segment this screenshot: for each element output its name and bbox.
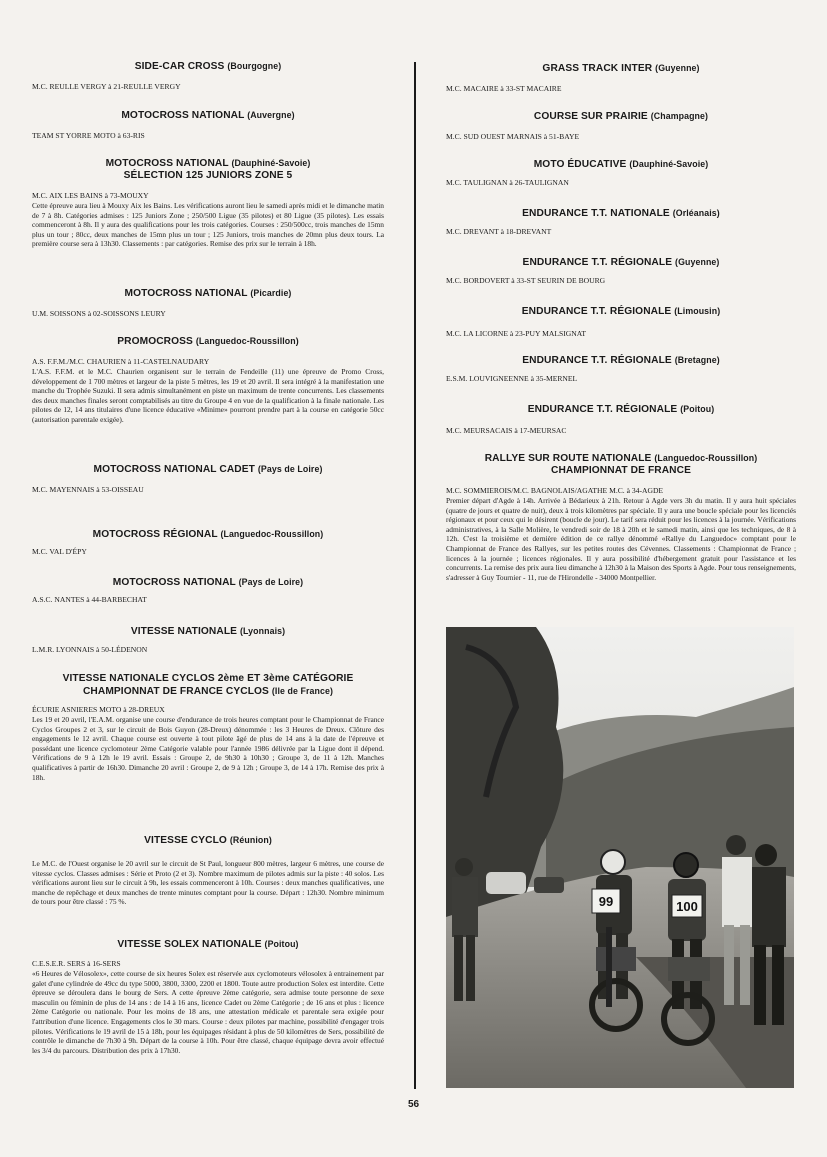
entry-title: ENDURANCE T.T. RÉGIONALE [527, 404, 678, 415]
entry-heading [446, 354, 796, 367]
entry-title: SIDE-CAR CROSS [134, 61, 225, 72]
bib-number: 100 [676, 899, 698, 914]
entry-title: VITESSE CYCLO [144, 835, 227, 846]
entry-motocross-picardie [32, 287, 384, 319]
entry-region: (Picardie) [250, 288, 292, 298]
entry-title: PROMOCROSS [117, 336, 193, 347]
entry-region: (Pays de Loire) [238, 577, 304, 587]
entry-region: (Languedoc-Roussillon) [195, 336, 299, 346]
entry-heading [32, 576, 384, 589]
entry-endurance-poitou [446, 403, 796, 436]
entry-region: (Ile de France) [271, 686, 334, 696]
entry-motocross-regional [32, 528, 384, 557]
entry-club: M.C. AIX LES BAINS à 73-MOUXY [32, 191, 149, 200]
entry-heading [446, 62, 796, 75]
entry-text: L'A.S. F.F.M. et le M.C. Chaurien organisent sur le terrain de Fendeille (11) une épreuve de Promo Cross, développement de 1 700 mètres et largeur de la piste 5 mètres, les 19 et 20 avril. Il sera intégré à la manifestation une manche du Trophée Suzuki. Il sera admis simultanément en piste un maximum de trente concurrents. Les classements des deux manches finales seront comptabilisés au titre du Groupe 4 en vue de la qualification à la finale nationale. Les pilotes de 12, 14 ans titulaires d'une licence éducative «Minime» pourront prendre part à la course en catégorie 50cc (autorisation parentale exigée). [32, 367, 384, 424]
entry-club: M.C. SUD OUEST MARNAIS à 51-BAYE [446, 132, 580, 141]
bib-number: 99 [598, 894, 614, 909]
entry-endurance-guyenne [446, 256, 796, 286]
entry-heading [446, 110, 796, 123]
entry-vitesse-cyclos [32, 673, 384, 782]
entry-endurance-orleanais [446, 207, 796, 237]
entry-vitesse-cyclo-reunion [32, 834, 384, 907]
entry-region: (Poitou) [264, 939, 299, 949]
entry-region: (Languedoc-Roussillon) [220, 529, 324, 539]
entry-heading [446, 452, 796, 465]
entry-title: ENDURANCE T.T. RÉGIONALE [522, 355, 672, 366]
entry-club: A.S.C. NANTES à 44-BARBECHAT [32, 595, 147, 604]
entry-heading [32, 834, 384, 847]
parked-car [486, 872, 526, 894]
photo-illustration [446, 627, 794, 1088]
entry-title: ENDURANCE T.T. NATIONALE [522, 208, 670, 219]
entry-club: M.C. MEURSACAIS à 17-MEURSAC [446, 426, 567, 435]
entry-club: M.C. VAL D'ÉPY [32, 547, 87, 556]
entry-promocross [32, 335, 384, 425]
parked-car [534, 877, 564, 893]
entry-title: COURSE SUR PRAIRIE [533, 111, 648, 122]
entry-motocross-pays-de-loire [32, 576, 384, 605]
entry-region: (Champagne) [650, 111, 709, 121]
entry-title: RALLYE SUR ROUTE NATIONALE [484, 453, 652, 464]
entry-motocross-dauphine [32, 157, 384, 249]
entry-text: Premier départ d'Agde à 14h. Arrivée à Bédarieux à 21h. Retour à Agde vers 3h du matin. Il y aura huit spéciales (quatre de jours et quatre de nuit), deux à trois kilomètres par spéciale. Il y aura une boucle spéciale pour les licenciés régionaux et pour ceux qui le désirent (boucle de jour). Le tarif sera réduit pour les licences à la journée. Vérifications administratives, à la Salle Molière, le vendredi soir de 18 à 20h et le samedi matin, ainsi que les techniques, de 8 à 12h. C'est la troisième et dernière édition de ce rallye dénommé «Rallye du Languedoc» comptant pour le Championnat de France des Rallyes, sur les petites routes des Cévennes. Classements : Championnat de France ; licences à la journée ; licences régionales. Il y aura possibilité d'hébergement gratuit pour l'assistance et les concurrents. La remise des prix aura lieu dimanche à 12h30 à la Maison des Sports à Agde. Pour tous renseignements, s'adresser à Guy Tournier - 11, rue de l'Hirondelle - 34000 Montpellier. [446, 496, 796, 582]
entry-heading [446, 256, 796, 269]
entry-endurance-bretagne [446, 354, 796, 384]
entry-heading [32, 528, 384, 541]
entry-title: ENDURANCE T.T. RÉGIONALE [521, 306, 672, 317]
entry-moto-educative [446, 158, 796, 188]
entry-heading [32, 109, 384, 122]
entry-region: (Lyonnais) [240, 626, 286, 636]
entry-region: (Auvergne) [247, 110, 295, 120]
entry-region: (Guyenne) [675, 257, 720, 267]
entry-region: (Dauphiné-Savoie) [231, 158, 311, 168]
entry-title: MOTOCROSS NATIONAL [105, 158, 229, 169]
entry-heading [32, 463, 384, 476]
entry-club: A.S. F.F.M./M.C. CHAURIEN à 11-CASTELNAUDARY [32, 357, 210, 366]
entry-motocross-cadet [32, 463, 384, 495]
entry-heading [446, 158, 796, 171]
entry-club: M.C. MACAIRE à 33-ST MACAIRE [446, 84, 562, 93]
entry-title: GRASS TRACK INTER [542, 63, 653, 74]
entry-title: ENDURANCE T.T. RÉGIONALE [522, 257, 673, 268]
entry-motocross-auvergne [32, 109, 384, 141]
entry-rallye [446, 452, 796, 582]
entry-heading [446, 403, 796, 416]
entry-vitesse-lyonnais [32, 625, 384, 655]
entry-heading [446, 207, 796, 220]
entry-club: M.C. MAYENNAIS à 53-OISSEAU [32, 485, 144, 494]
entry-club: M.C. BORDOVERT à 33-ST SEURIN DE BOURG [446, 276, 606, 285]
entry-title: VITESSE NATIONALE [130, 626, 238, 637]
entry-heading [32, 157, 384, 170]
entry-text: Le M.C. de l'Ouest organise le 20 avril sur le circuit de St Paul, longueur 800 mètres, largeur 6 mètres, une course de vitesse cyclos. Classes admises : Série et Proto (2 et 3). Nombre maximum de pilotes admis sur la piste : 40 solos. Les vérifications auront lieu sur le circuit à 9h, les essais commenceront à 10h. Courses : deux manches qualificatives, une manche de repêchage et deux manches de trente minutes comptant pour la course. Départ : 12h30. Nombre minimum de tours pour être classé : 75 %. [32, 859, 384, 907]
entry-heading [446, 305, 796, 318]
entry-title: MOTOCROSS NATIONAL [112, 577, 236, 588]
entry-club: U.M. SOISSONS à 02-SOISSONS LEURY [32, 309, 166, 318]
entry-vitesse-solex [32, 938, 384, 1055]
entry-text: Les 19 et 20 avril, l'E.A.M. organise une course d'endurance de trois heures comptant pour le Championnat de France Cyclos Groupes 2 et 3, sur le circuit de Bois Guyon (28-Dreux) dénommée : les 3 Heures de Dreux. Clôture des engagements le 12 avril. Chaque course est ouverte à tout pilote âgé de plus de 14 ans à la date de l'épreuve et possédant une licence cyclomoteur 2ème Catégorie valable pour l'année 1986 délivrée par la Ligue dont il dépend. Vérifications de 9 à 12h le 19 avril. Essais : Groupe 2, de 9h30 à 10h30 ; Groupe 3, de 11 à 12h. Manches qualificatives à partir de 16h30. Dimanche 20 avril : Groupe 2, de 9 à 12h ; Groupe 3, de 14 à 17h. Remise des prix à 18h. [32, 715, 384, 782]
entry-region: (Limousin) [674, 306, 721, 316]
entry-club: ÉCURIE ASNIERES MOTO à 28-DREUX [32, 705, 165, 714]
entry-region: (Orléanais) [672, 208, 720, 218]
column-divider [414, 62, 416, 1089]
entry-subtitle [32, 685, 384, 698]
entry-region: (Bretagne) [674, 355, 720, 365]
entry-title: VITESSE SOLEX NATIONALE [117, 939, 262, 950]
entry-text: «6 Heures de Vélosolex», cette course de six heures Solex est réservée aux cyclomoteurs vélosolex à entrainement par galet d'une cylindrée de 49cc du type 5000, 3800, 3300, 2200 et 1800. Toute autre production Solex est interdite. Cette épreuve se déroulera dans le bourg de Sers. A cette épreuve 2ème catégorie, sera admise toute personne de sexe masculin ou féminin de plus de 14 ans : de 14 à 16 ans, licence Cadet ou 2ème Catégorie ; de 16 ans et plus : licence 2ème Catégorie ou nationale. Pour les moins de 18 ans, une attestation médicale et parentale sera exigée pour l'attribution d'une licence. Engagements clos le 30 mars. Course : deux pilotes par machine, possibilité d'engager trois pilotes. Vérifications le 19 avril de 15 à 18h, pour les équipages résidant à plus de 50 kilomètres de Sers, possibilité de contrôle le dimanche de 7h30 à 9h. Départ de la course à 10h. Pour être classé, chaque équipage devra avoir effectué les 3/4 du parcours. Distribution des prix à 17h30. [32, 969, 384, 1055]
entry-course-prairie [446, 110, 796, 142]
entry-club: M.C. LA LICORNE à 23-PUY MALSIGNAT [446, 329, 586, 338]
entry-heading [32, 60, 384, 73]
entry-region: (Languedoc-Roussillon) [654, 453, 758, 463]
entry-title: MOTOCROSS NATIONAL CADET [93, 464, 255, 475]
entry-region: (Dauphiné-Savoie) [629, 159, 709, 169]
entry-region: (Réunion) [229, 835, 272, 845]
entry-title: MOTOCROSS NATIONAL [124, 288, 248, 299]
entry-subtitle-text: CHAMPIONNAT DE FRANCE CYCLOS [82, 686, 269, 697]
entry-club: C.E.S.E.R. SERS à 16-SERS [32, 959, 121, 968]
entry-region: (Poitou) [680, 404, 715, 414]
entry-text: Cette épreuve aura lieu à Mouxy Aix les Bains. Les vérifications auront lieu le samedi après midi et le dimanche matin de 7 à 8h. Catégories admises : 125 Juniors Zone ; 250/500 Ligue (35 pilotes) et 80 Ligue (35 pilotes). Les essais commenceront à 8h. Il y aura des qualifications pour les trois catégories. Courses : 250/500cc, trois manches de 15mn plus un tour ; 80cc, deux manches de 15mn plus un tour ; 125 Juniors, trois manches de 20mn plus deux tours. La première course sera à 13h30. Classements : par catégories. Remise des prix sur le terrain à 18h. [32, 201, 384, 249]
entry-heading [32, 287, 384, 300]
entry-club: E.S.M. LOUVIGNEENNE à 35-MERNEL [446, 374, 578, 383]
entry-subtitle: SÉLECTION 125 JUNIORS ZONE 5 [123, 170, 293, 181]
entry-title: MOTO ÉDUCATIVE [533, 159, 627, 170]
entry-title: MOTOCROSS RÉGIONAL [92, 529, 218, 540]
entry-heading [32, 335, 384, 348]
entry-heading [32, 938, 384, 951]
entry-club: M.C. DREVANT à 18-DREVANT [446, 227, 552, 236]
entry-title: VITESSE NATIONALE CYCLOS 2ème ET 3ème CATÉGORIE [62, 673, 354, 684]
entry-club: M.C. REULLE VERGY à 21-REULLE VERGY [32, 82, 181, 91]
motorcycle-photo [446, 627, 794, 1088]
entry-grass-track [446, 62, 796, 94]
entry-club: M.C. TAULIGNAN à 26-TAULIGNAN [446, 178, 569, 187]
entry-region: (Pays de Loire) [257, 464, 323, 474]
entry-region: (Guyenne) [655, 63, 700, 73]
entry-subtitle: CHAMPIONNAT DE FRANCE [550, 465, 691, 476]
entry-side-car-cross [32, 60, 384, 92]
entry-club: TEAM ST YORRE MOTO à 63-RIS [32, 131, 145, 140]
entry-region: (Bourgogne) [227, 61, 282, 71]
entry-endurance-limousin [446, 305, 796, 339]
page-number: 56 [407, 1099, 420, 1110]
entry-heading [32, 625, 384, 638]
entry-title: MOTOCROSS NATIONAL [121, 110, 245, 121]
entry-club: M.C. SOMMIEROIS/M.C. BAGNOLAIS/AGATHE M.C. à 34-AGDE [446, 486, 664, 495]
entry-club: L.M.R. LYONNAIS à 50-LÉDENON [32, 645, 148, 654]
